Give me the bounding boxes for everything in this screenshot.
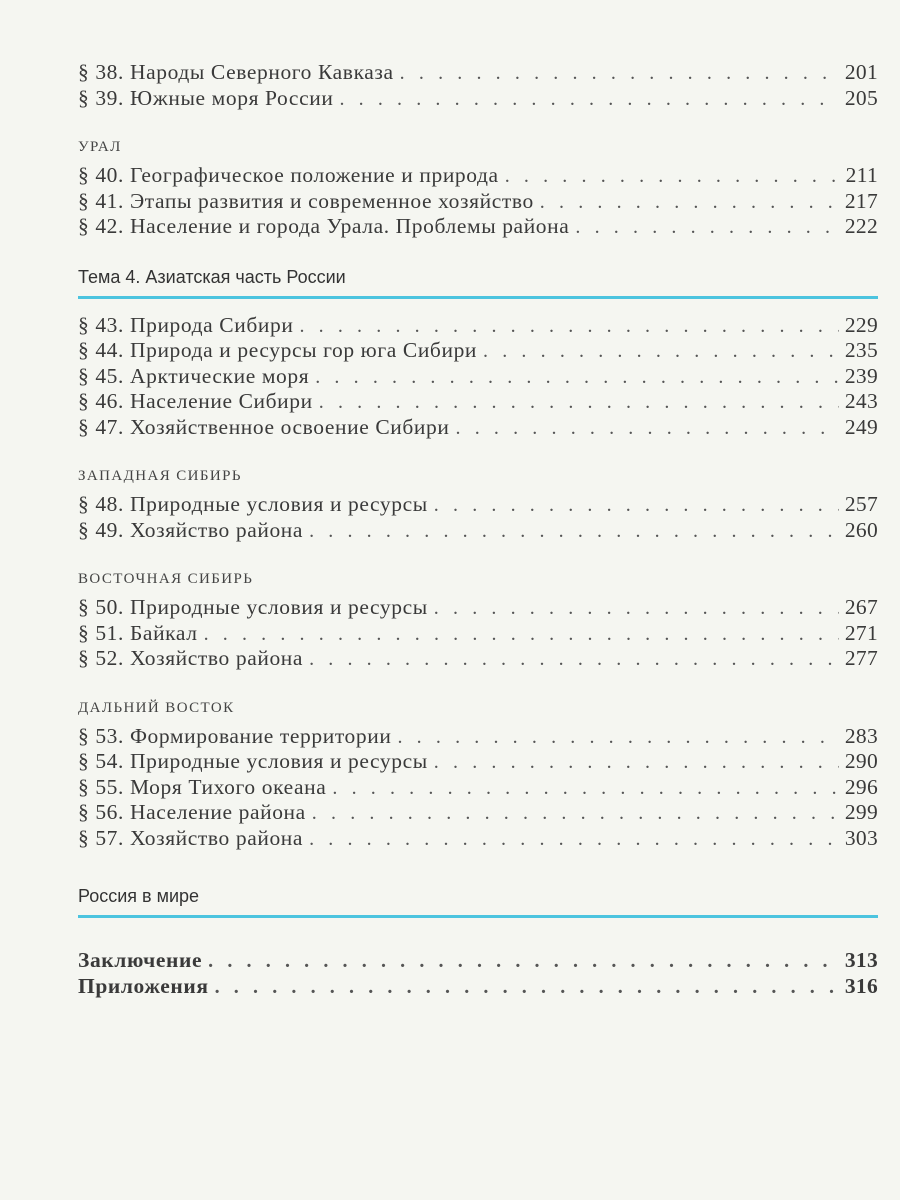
toc-entry-40[interactable] [78, 163, 878, 189]
page-number: 277 [844, 646, 878, 670]
dot-leader [434, 493, 839, 518]
section-heading: ДАЛЬНИЙ ВОСТОК [78, 699, 235, 716]
entry-title: § 55. Моря Тихого океана [78, 774, 327, 799]
page-number: 222 [844, 214, 878, 238]
page-number: 235 [844, 338, 878, 362]
entry-title: § 43. Природа Сибири [78, 312, 294, 337]
section-far-east [78, 698, 878, 852]
section-ural [78, 137, 878, 240]
entry-title: § 45. Арктические моря [78, 363, 310, 388]
toc-entry-57[interactable] [78, 826, 878, 852]
toc-entry-43[interactable] [78, 313, 878, 339]
dot-leader [215, 975, 839, 1000]
table-of-contents [78, 60, 878, 999]
page-number: 316 [844, 973, 878, 998]
dot-leader [309, 827, 839, 852]
entry-title: § 48. Природные условия и ресурсы [78, 492, 428, 516]
dot-leader [434, 596, 839, 621]
page-number: 303 [844, 825, 878, 850]
toc-entry-53[interactable] [78, 724, 878, 750]
dot-leader [208, 949, 839, 974]
entry-title: § 49. Хозяйство района [78, 517, 304, 542]
dot-leader [540, 190, 839, 215]
dot-leader [315, 365, 839, 390]
page-number: 205 [844, 85, 878, 110]
theme-heading: Россия в мире [78, 886, 200, 906]
page-number: 271 [844, 620, 878, 645]
page-number: 257 [844, 492, 878, 516]
dot-leader [400, 61, 839, 86]
entry-title: Заключение [78, 948, 203, 972]
entry-title: § 53. Формирование территории [78, 723, 392, 748]
entry-title: § 57. Хозяйство района [78, 825, 304, 850]
toc-entry-50[interactable] [78, 595, 878, 621]
toc-entry-42[interactable] [78, 214, 878, 240]
toc-entry-49[interactable] [78, 518, 878, 544]
final-entries [78, 948, 878, 999]
entry-title: § 54. Природные условия и ресурсы [78, 749, 428, 773]
page-number: 211 [845, 163, 878, 187]
dot-leader [312, 801, 839, 826]
toc-entry-48[interactable] [78, 492, 878, 518]
toc-entry-56[interactable] [78, 800, 878, 826]
entry-title: § 52. Хозяйство района [78, 646, 304, 670]
page-number: 313 [844, 948, 878, 972]
page-number: 299 [844, 800, 878, 824]
top-entries [78, 60, 878, 111]
entry-title: § 47. Хозяйственное освоение Сибири [78, 414, 450, 439]
entry-title: § 38. Народы Северного Кавказа [78, 60, 394, 84]
entry-title: § 56. Население района [78, 800, 306, 824]
page-number: 243 [844, 389, 878, 413]
toc-entry-45[interactable] [78, 364, 878, 390]
toc-entry-54[interactable] [78, 749, 878, 775]
toc-entry-38[interactable] [78, 60, 878, 86]
page-number: 283 [844, 723, 878, 748]
page-number: 229 [844, 312, 878, 337]
dot-leader [505, 164, 840, 189]
page-number: 290 [844, 749, 878, 773]
theme-rule [78, 915, 878, 918]
section-theme-4 [78, 266, 878, 441]
page-number: 296 [844, 774, 878, 799]
section-heading: ЗАПАДНАЯ СИБИРЬ [78, 468, 242, 484]
toc-entry-conclusion[interactable] [78, 948, 878, 974]
entry-title: § 44. Природа и ресурсы гор юга Сибири [78, 338, 478, 362]
toc-entry-55[interactable] [78, 775, 878, 801]
theme-heading: Тема 4. Азиатская часть России [78, 266, 346, 287]
section-russia-world [78, 885, 878, 918]
toc-entry-44[interactable] [78, 338, 878, 364]
page-number: 249 [844, 414, 878, 439]
dot-leader [319, 390, 839, 415]
toc-entry-41[interactable] [78, 189, 878, 215]
entry-title: § 42. Население и города Урала. Проблемы района [78, 214, 570, 238]
theme-rule [78, 296, 878, 299]
dot-leader [332, 776, 838, 801]
toc-entry-39[interactable] [78, 86, 878, 112]
dot-leader [299, 314, 838, 339]
toc-entry-46[interactable] [78, 389, 878, 415]
section-heading: УРАЛ [78, 139, 122, 155]
entry-title: § 46. Население Сибири [78, 389, 313, 413]
dot-leader [204, 622, 839, 647]
entry-title: § 50. Природные условия и ресурсы [78, 595, 428, 619]
page-number: 201 [844, 60, 878, 84]
page-number: 260 [844, 517, 878, 542]
toc-entry-52[interactable] [78, 646, 878, 672]
section-west-siberia [78, 466, 878, 543]
toc-entry-47[interactable] [78, 415, 878, 441]
section-east-siberia [78, 569, 878, 672]
toc-entry-appendices[interactable] [78, 974, 878, 1000]
dot-leader [309, 647, 839, 672]
dot-leader [339, 87, 838, 112]
dot-leader [575, 215, 838, 240]
section-heading: ВОСТОЧНАЯ СИБИРЬ [78, 571, 254, 587]
dot-leader [456, 416, 839, 441]
entry-title: § 40. Географическое положение и природа [78, 163, 499, 187]
entry-title: § 51. Байкал [78, 620, 198, 645]
page-number: 267 [844, 595, 878, 619]
entry-title: § 39. Южные моря России [78, 85, 334, 110]
toc-entry-51[interactable] [78, 621, 878, 647]
page-number: 239 [844, 363, 878, 388]
dot-leader [397, 725, 838, 750]
page-number: 217 [844, 188, 878, 213]
entry-title: § 41. Этапы развития и современное хозяйство [78, 188, 534, 213]
dot-leader [434, 750, 839, 775]
dot-leader [309, 519, 839, 544]
dot-leader [483, 339, 839, 364]
entry-title: Приложения [78, 973, 209, 998]
